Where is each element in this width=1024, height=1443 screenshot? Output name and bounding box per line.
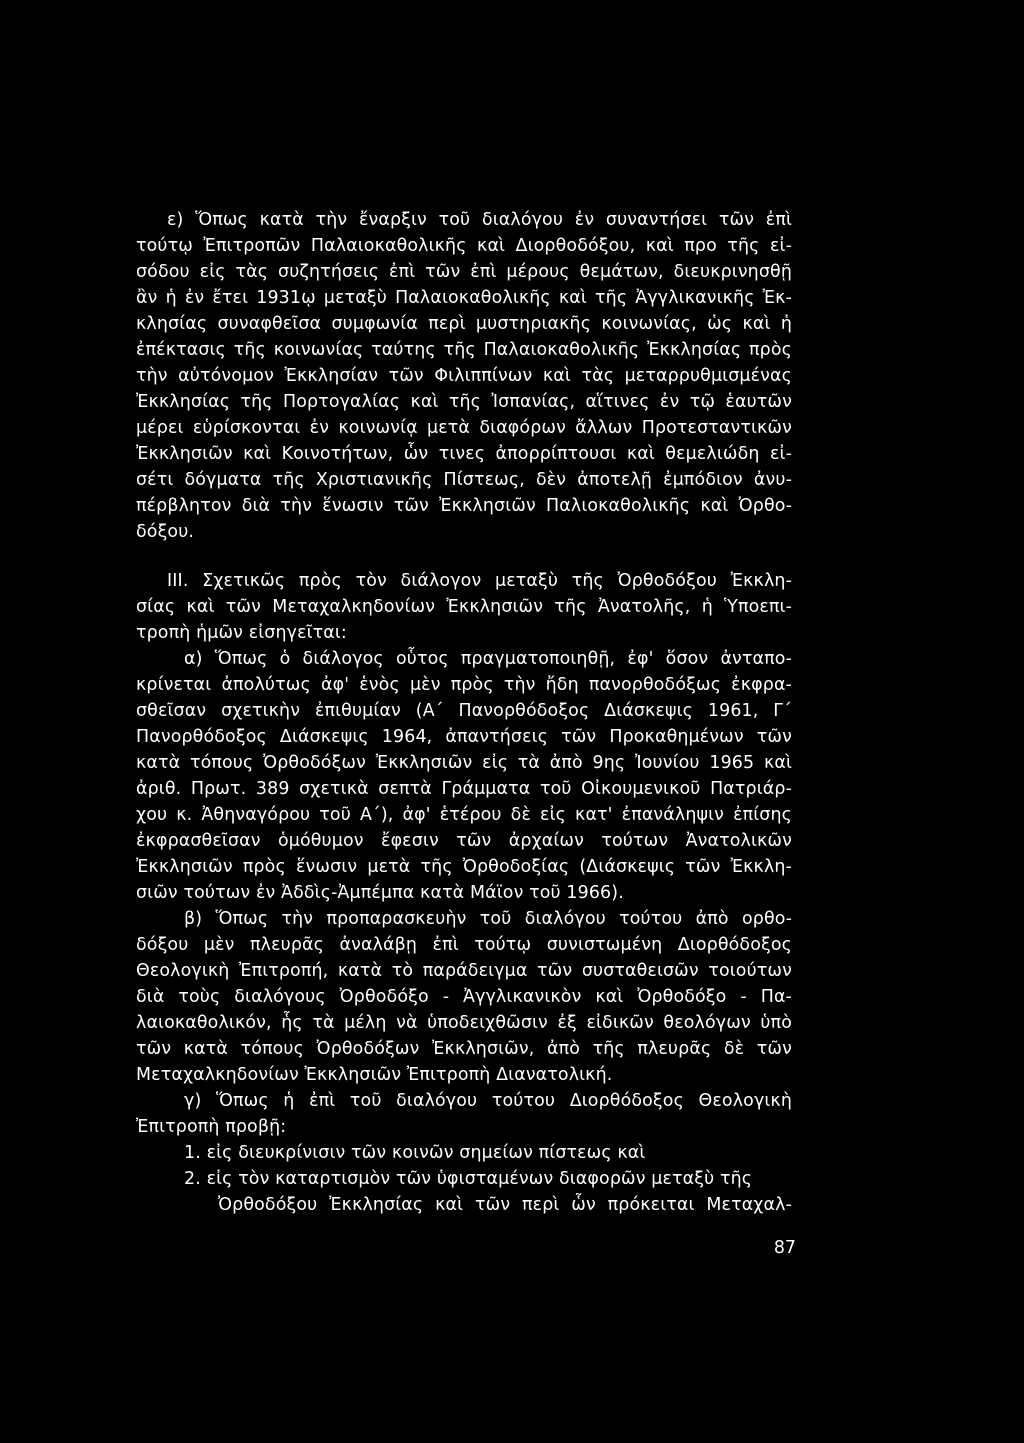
text-line: χου κ. Ἀθηναγόρου τοῦ Α΄), ἀφ' ἑτέρου δὲ εἰς κατ' ἐπανάληψιν ἐπίσης <box>136 805 792 825</box>
text-line: Ἐπιτροπὴ προβῇ: <box>136 1117 287 1137</box>
text-line: κατὰ τόπους Ὀρθοδόξων Ἐκκλησιῶν εἰς τὰ ἀπὸ 9ης Ἰουνίου 1965 καὶ <box>136 753 792 773</box>
text-line: δόξου μὲν πλευρᾶς ἀναλάβῃ ἐπὶ τούτῳ συνιστωμένη Διορθόδοξος <box>136 935 792 955</box>
text-line: ε) Ὅπως κατὰ τὴν ἔναρξιν τοῦ διαλόγου ἐν συναντήσει τῶν ἐπὶ <box>167 210 792 230</box>
text-line: κλησίας συναφθεῖσα συμφωνία περὶ μυστηριακῆς κοινωνίας, ὡς καὶ ἡ <box>136 314 792 334</box>
list-item-continuation: Ὀρθοδόξου Ἐκκλησίας καὶ τῶν περὶ ὧν πρόκειται Μεταχαλ- <box>218 1195 792 1215</box>
list-item: 1. εἰς διευκρίνισιν τῶν κοινῶν σημείων πίστεως καὶ <box>184 1143 646 1163</box>
text-line: μέρει εὑρίσκονται ἐν κοινωνίᾳ μετὰ διαφόρων ἄλλων Προτεσταντικῶν <box>136 418 792 438</box>
text-line: σίας καὶ τῶν Μεταχαλκηδονίων Ἐκκλησιῶν τῆς Ἀνατολῆς, ἡ Ὑποεπι- <box>136 597 792 617</box>
text-line: Μεταχαλκηδονίων Ἐκκλησιῶν Ἐπιτροπὴ Διανατολική. <box>136 1065 613 1085</box>
text-line: σθεῖσαν σχετικὴν ἐπιθυμίαν (Α΄ Πανορθόδοξος Διάσκεψις 1961, Γ΄ <box>136 701 792 721</box>
text-line: πέρβλητον διὰ τὴν ἕνωσιν τῶν Ἐκκλησιῶν Παλιοκαθολικῆς καὶ Ὀρθο- <box>136 496 792 516</box>
text-line: λαιοκαθολικόν, ἧς τὰ μέλη νὰ ὑποδειχθῶσιν ἐξ εἰδικῶν θεολόγων ὑπὸ <box>136 1013 792 1033</box>
page-number: 87 <box>773 1238 796 1258</box>
text-line: α) Ὅπως ὁ διάλογος οὗτος πραγματοποιηθῇ, ἐφ' ὅσον ἀνταπο- <box>184 649 792 669</box>
text-line: κρίνεται ἀπολύτως ἀφ' ἑνὸς μὲν πρὸς τὴν ἤδη πανορθοδόξως ἐκφρα- <box>136 675 792 695</box>
text-line: β) Ὅπως τὴν προπαρασκευὴν τοῦ διαλόγου τούτου ἀπὸ ορθο- <box>184 909 792 929</box>
list-item: 2. εἰς τὸν καταρτισμὸν τῶν ὑφισταμένων διαφορῶν μεταξὺ τῆς <box>184 1169 753 1189</box>
text-line: διὰ τοὺς διαλόγους Ὀρθοδόξο - Ἀγγλικανικὸν καὶ Ὀρθοδόξο - Πα- <box>136 987 792 1007</box>
text-line: Ἐκκλησιῶν πρὸς ἕνωσιν μετὰ τῆς Ὀρθοδοξίας (Διάσκεψις τῶν Ἐκκλη- <box>136 857 792 877</box>
text-line: ἂν ἡ ἐν ἔτει 1931ῳ μεταξὺ Παλαιοκαθολικῆς καὶ τῆς Ἀγγλικανικῆς Ἐκ- <box>136 288 792 308</box>
section-heading-line: III. Σχετικῶς πρὸς τὸν διάλογον μεταξὺ τῆς Ὀρθοδόξου Ἐκκλη- <box>167 571 792 591</box>
text-line: Ἐκκλησιῶν καὶ Κοινοτήτων, ὧν τινες ἀπορρίπτουσι καὶ θεμελιώδη εἰ- <box>136 444 792 464</box>
text-line: σόδου εἰς τὰς συζητήσεις ἐπὶ τῶν ἐπὶ μέρους θεμάτων, διευκρινησθῇ <box>136 262 792 282</box>
text-line: τὴν αὐτόνομον Ἐκκλησίαν τῶν Φιλιππίνων καὶ τὰς μεταρρυθμισμένας <box>136 366 792 386</box>
text-line: ἐκφρασθεῖσαν ὁμόθυμον ἔφεσιν τῶν ἀρχαίων τούτων Ἀνατολικῶν <box>136 831 792 851</box>
text-line: σέτι δόγματα τῆς Χριστιανικῆς Πίστεως, δὲν ἀποτελῇ ἐμπόδιον ἀνυ- <box>136 470 792 490</box>
text-line: τούτῳ Ἐπιτροπῶν Παλαιοκαθολικῆς καὶ Διορθοδόξου, καὶ προ τῆς εἰ- <box>136 236 792 256</box>
text-line: τῶν κατὰ τόπους Ὀρθοδόξων Ἐκκλησιῶν, ἀπὸ τῆς πλευρᾶς δὲ τῶν <box>136 1039 792 1059</box>
text-line: γ) Ὅπως ἡ ἐπὶ τοῦ διαλόγου τούτου Διορθόδοξος Θεολογικὴ <box>184 1091 792 1111</box>
text-line: Πανορθόδοξος Διάσκεψις 1964, ἀπαντήσεις τῶν Προκαθημένων τῶν <box>136 727 792 747</box>
text-line: ἀριθ. Πρωτ. 389 σχετικὰ σεπτὰ Γράμματα τοῦ Οἰκουμενικοῦ Πατριάρ- <box>136 779 792 799</box>
text-line: σιῶν τούτων ἐν Ἀδδὶς-Ἀμπέμπα κατὰ Μάϊον τοῦ 1966). <box>136 883 624 903</box>
text-line: Θεολογικὴ Ἐπιτροπή, κατὰ τὸ παράδειγμα τῶν συσταθεισῶν τοιούτων <box>136 961 792 981</box>
text-line: τροπὴ ἡμῶν εἰσηγεῖται: <box>136 623 347 643</box>
text-line: ἐπέκτασις τῆς κοινωνίας ταύτης τῆς Παλαιοκαθολικῆς Ἐκκλησίας πρὸς <box>136 340 792 360</box>
text-line: Ἐκκλησίας τῆς Πορτογαλίας καὶ τῆς Ἰσπανίας, αἵτινες ἐν τῷ ἑαυτῶν <box>136 392 792 412</box>
text-line: δόξου. <box>136 522 195 542</box>
